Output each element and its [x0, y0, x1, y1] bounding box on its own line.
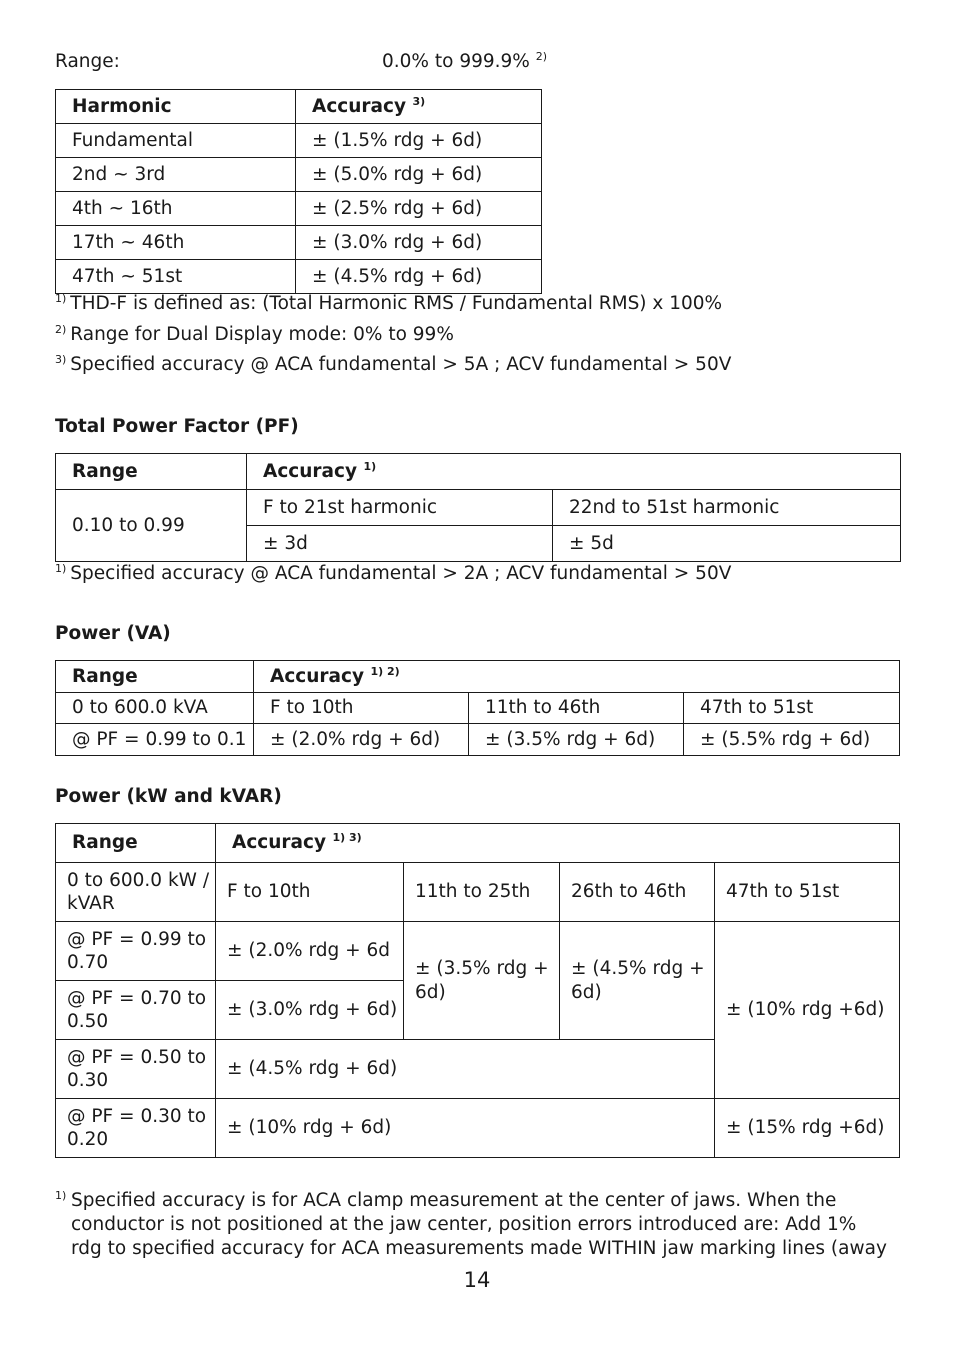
accuracy-header-note: 3): [412, 94, 426, 108]
accuracy-cell: ± (3.5% rdg + 6d): [469, 724, 684, 756]
pf-cell: @ PF = 0.70 to 0.50: [56, 981, 216, 1040]
range-value-text: 0.0% to 999.9%: [382, 51, 530, 72]
table-row: [56, 724, 900, 756]
range-header: Range: [56, 454, 247, 490]
accuracy-header: [216, 824, 900, 863]
accuracy-cell: ± (2.5% rdg + 6d): [296, 192, 542, 226]
accuracy-cell: ± (3.0% rdg + 6d): [296, 226, 542, 260]
harmonic-cell: 4th ~ 16th: [56, 192, 296, 226]
table-row: [56, 863, 900, 922]
accuracy-cell: ± 3d: [247, 526, 553, 562]
range-header: Range: [56, 824, 216, 863]
accuracy-cell: ± (4.5% rdg + 6d): [560, 922, 715, 1040]
band-cell: 47th to 51st: [715, 863, 900, 922]
pf-section-title: Total Power Factor (PF): [55, 416, 299, 437]
range-cell: 0 to 600.0 kW / kVAR: [56, 863, 216, 922]
accuracy-cell: ± (3.0% rdg + 6d): [216, 981, 404, 1040]
accuracy-cell: ± (10% rdg +6d): [715, 922, 900, 1099]
footnote-text: Range for Dual Display mode: 0% to 99%: [70, 324, 454, 345]
table-row: [56, 124, 542, 158]
accuracy-cell: ± (5.5% rdg + 6d): [684, 724, 900, 756]
accuracy-cell: ± (4.5% rdg + 6d): [296, 260, 542, 294]
table-header-row: [56, 661, 900, 693]
accuracy-header-text: Accuracy: [270, 665, 365, 687]
band-cell: 11th to 46th: [469, 693, 684, 724]
range-value: [382, 49, 548, 72]
accuracy-header-text: Accuracy: [312, 95, 407, 117]
page-number: 14: [463, 1268, 491, 1292]
bottom-footnote-line: Specified accuracy is for ACA clamp measurement at the center of jaws. When the: [71, 1190, 837, 1211]
footnote-mark: 2): [55, 322, 67, 336]
accuracy-header-note: 1) 3): [332, 831, 362, 845]
footnote-text: THD-F is defined as: (Total Harmonic RMS / Fundamental RMS) x 100%: [70, 293, 723, 314]
footnote-text: Specified accuracy @ ACA fundamental > 5A ; ACV fundamental > 50V: [70, 354, 732, 375]
accuracy-cell: ± (5.0% rdg + 6d): [296, 158, 542, 192]
table-header-row: [56, 824, 900, 863]
bottom-footnote-mark: 1): [55, 1189, 67, 1202]
pf-cell: @ PF = 0.99 to 0.1: [56, 724, 254, 756]
band-cell: F to 10th: [254, 693, 469, 724]
band-cell: 47th to 51st: [684, 693, 900, 724]
accuracy-cell: ± (2.0% rdg + 6d: [216, 922, 404, 981]
accuracy-cell: ± (3.5% rdg + 6d): [404, 922, 560, 1040]
bottom-footnote-line: conductor is not positioned at the jaw center, position errors introduced are: Add 1%: [71, 1214, 857, 1235]
table-row: [56, 158, 542, 192]
table-row: [56, 922, 900, 981]
bottom-footnote-line: rdg to specified accuracy for ACA measurements made WITHIN jaw marking lines (away: [71, 1238, 887, 1259]
footnote-mark: 1): [55, 291, 67, 305]
accuracy-cell: ± (15% rdg +6d): [715, 1099, 900, 1158]
footnote-mark: 1): [55, 561, 67, 575]
accuracy-header-note: 1) 2): [370, 664, 400, 678]
table-header-row: [56, 90, 542, 124]
footnote-mark: 3): [55, 352, 67, 366]
table-row: [56, 693, 900, 724]
accuracy-header-text: Accuracy: [232, 832, 327, 854]
accuracy-cell: ± (2.0% rdg + 6d): [254, 724, 469, 756]
footnote-thd: [55, 292, 722, 315]
table-row: [56, 1099, 900, 1158]
accuracy-header: [254, 661, 900, 693]
footnote-pf: [55, 562, 731, 585]
table-row: [56, 260, 542, 294]
va-accuracy-table: [55, 660, 900, 756]
accuracy-cell: ± (4.5% rdg + 6d): [216, 1040, 715, 1099]
harmonic-cell: Fundamental: [56, 124, 296, 158]
accuracy-header: [247, 454, 901, 490]
range-header: Range: [56, 661, 254, 693]
band-cell: 26th to 46th: [560, 863, 715, 922]
band-cell: F to 21st harmonic: [247, 490, 553, 526]
range-cell: 0.10 to 0.99: [56, 490, 247, 562]
table-header-row: [56, 454, 901, 490]
harmonic-cell: 2nd ~ 3rd: [56, 158, 296, 192]
range-value-note: 2): [535, 49, 548, 63]
footnote-text: Specified accuracy @ ACA fundamental > 2A ; ACV fundamental > 50V: [70, 563, 732, 584]
kw-section-title: Power (kW and kVAR): [55, 786, 282, 807]
range-label: Range:: [55, 51, 120, 72]
table-row: [56, 226, 542, 260]
accuracy-cell: ± 5d: [553, 526, 901, 562]
band-cell: 22nd to 51st harmonic: [553, 490, 901, 526]
range-cell: 0 to 600.0 kVA: [56, 693, 254, 724]
accuracy-cell: ± (10% rdg + 6d): [216, 1099, 715, 1158]
pf-accuracy-table: [55, 453, 901, 562]
pf-cell: @ PF = 0.30 to 0.20: [56, 1099, 216, 1158]
table-row: [56, 192, 542, 226]
accuracy-header-note: 1): [363, 459, 377, 473]
va-section-title: Power (VA): [55, 623, 171, 644]
footnote-accuracy-5a: [55, 353, 731, 376]
harmonic-cell: 17th ~ 46th: [56, 226, 296, 260]
footnote-dual-display: [55, 323, 454, 346]
pf-cell: @ PF = 0.99 to 0.70: [56, 922, 216, 981]
table-row: [56, 490, 901, 526]
kw-accuracy-table: [55, 823, 900, 1158]
accuracy-header-text: Accuracy: [263, 460, 358, 482]
band-cell: F to 10th: [216, 863, 404, 922]
pf-cell: @ PF = 0.50 to 0.30: [56, 1040, 216, 1099]
harmonic-header: Harmonic: [56, 90, 296, 124]
band-cell: 11th to 25th: [404, 863, 560, 922]
harmonic-cell: 47th ~ 51st: [56, 260, 296, 294]
harmonic-accuracy-table: [55, 89, 542, 294]
accuracy-header: [296, 90, 542, 124]
accuracy-cell: ± (1.5% rdg + 6d): [296, 124, 542, 158]
